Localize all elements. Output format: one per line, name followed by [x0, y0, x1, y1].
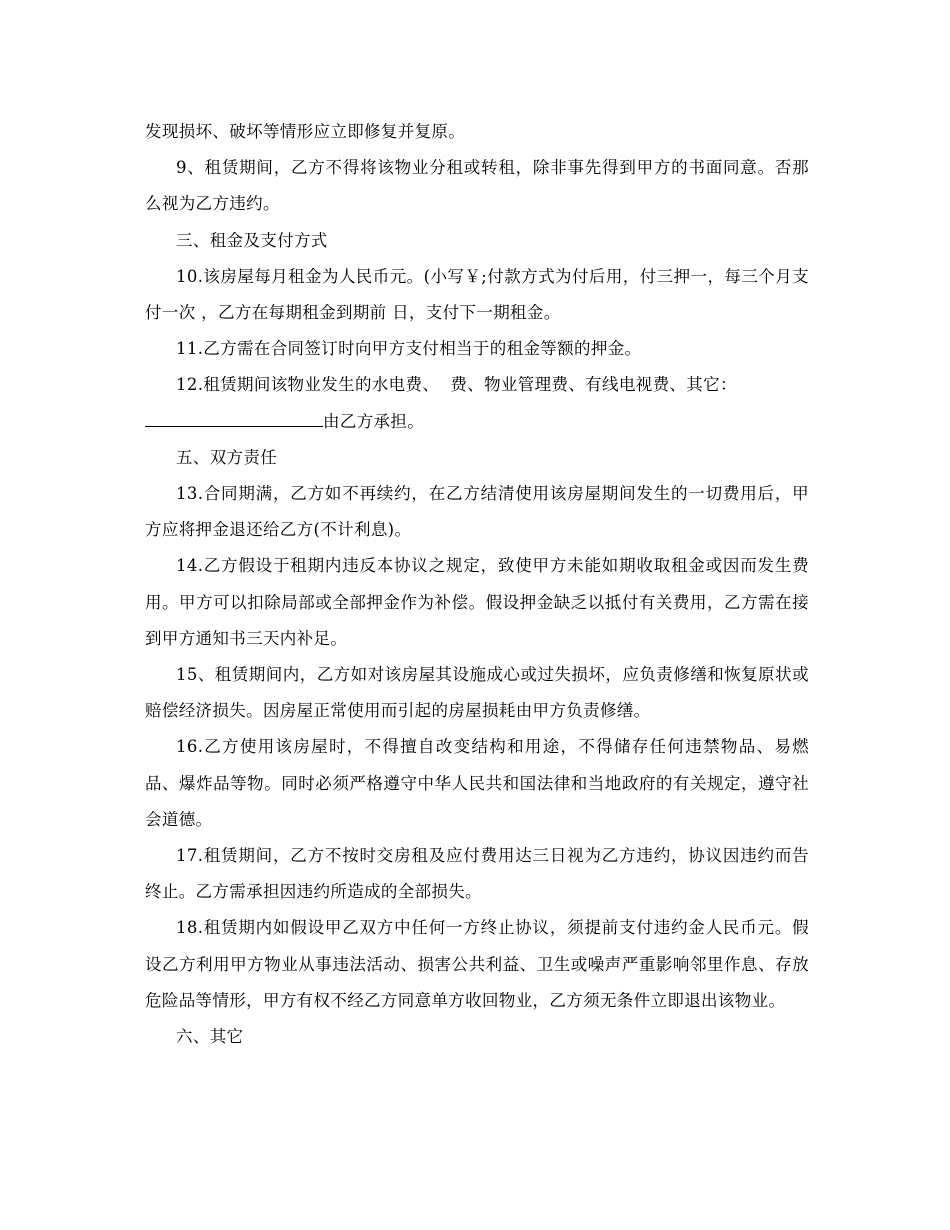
clause-11: 11.乙方需在合同签订时向甲方支付相当于的租金等额的押金。 — [176, 339, 642, 359]
clause-18: 18.租赁期内如假设甲乙双方中任何一方终止协议，须提前支付违约金人民币元。假设乙方利用甲方物业从事违法活动、损害公共利益、卫生或噪声严重影响邻里作息、存放危险品等情形，甲方有权不经乙方同意单方收回物业，乙方须无条件立即退出该物业。 — [145, 918, 809, 1010]
section-heading-other: 六、其它 — [176, 1027, 244, 1047]
clause-12-continuation — [145, 404, 809, 440]
fill-in-blank-line — [145, 425, 323, 427]
clause-14: 14.乙方假设于租期内违反本协议之规定，致使甲方未能如期收取租金或因而发生费用。甲方可以扣除局部或全部押金作为补偿。假设押金缺乏以抵付有关费用，乙方需在接到甲方通知书三天内补足。 — [145, 556, 809, 648]
clause-12-tail: 由乙方承担。 — [323, 411, 425, 431]
section-heading-responsibilities: 五、双方责任 — [176, 447, 278, 467]
section-heading-rent: 三、租金及支付方式 — [176, 230, 328, 250]
clause-12: 12.租赁期间该物业发生的水电费、 费、物业管理费、有线电视费、其它： — [176, 375, 737, 395]
document-body — [145, 114, 809, 1055]
clause-9: 9、租赁期间，乙方不得将该物业分租或转租，除非事先得到甲方的书面同意。否那么视为乙方违约。 — [145, 158, 809, 214]
clause-15: 15、租赁期间内，乙方如对该房屋其设施成心或过失损坏，应负责修缮和恢复原状或赔偿经济损失。因房屋正常使用而引起的房屋损耗由甲方负责修缮。 — [145, 665, 809, 721]
clause-13: 13.合同期满，乙方如不再续约，在乙方结清使用该房屋期间发生的一切费用后，甲方应将押金退还给乙方(不计利息)。 — [145, 484, 809, 540]
clause-16: 16.乙方使用该房屋时，不得擅自改变结构和用途，不得储存任何违禁物品、易燃品、爆炸品等物。同时必须严格遵守中华人民共和国法律和当地政府的有关规定，遵守社会道德。 — [145, 737, 809, 829]
clause-17: 17.租赁期间，乙方不按时交房租及应付费用达三日视为乙方违约，协议因违约而告终止。乙方需承担因违约所造成的全部损失。 — [145, 846, 809, 902]
paragraph-continuation: 发现损坏、破坏等情形应立即修复并复原。 — [145, 122, 466, 141]
clause-10: 10.该房屋每月租金为人民币元。(小写￥;付款方式为付后用，付三押一，每三个月支付一次 ，乙方在每期租金到期前 日，支付下一期租金。 — [145, 266, 809, 323]
